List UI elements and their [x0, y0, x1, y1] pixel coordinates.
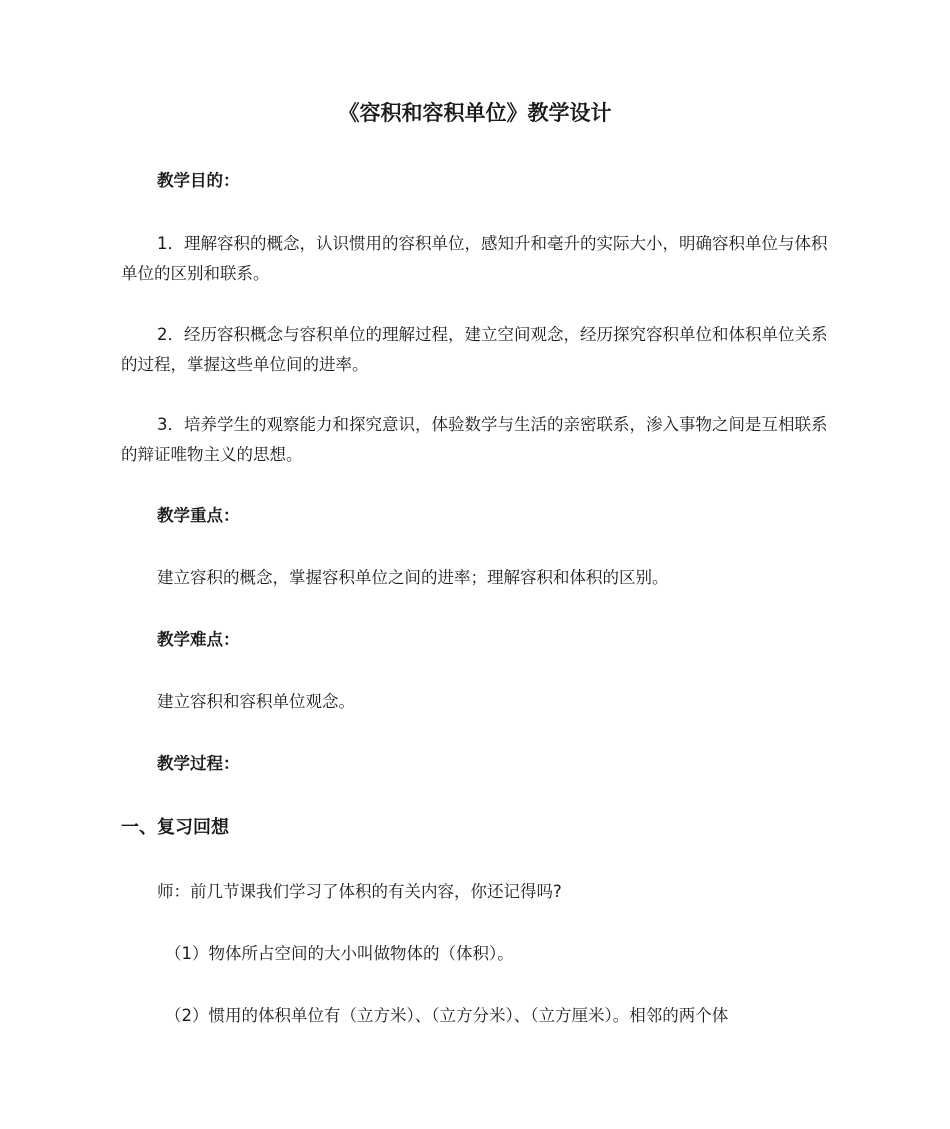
difficulties-text: 建立容积和容积单位观念。 [157, 692, 355, 711]
review-question-1: （1）物体所占空间的大小叫做物体的（体积）。 [165, 944, 514, 963]
review-question-2: （2）惯用的体积单位有（立方米）、（立方分米）、（立方厘米）。相邻的两个体 [165, 1006, 729, 1025]
key-points-heading: 教学重点： [157, 506, 240, 525]
difficulties-heading: 教学难点： [157, 630, 240, 649]
process-heading: 教学过程： [157, 754, 240, 773]
key-points-text: 建立容积的概念，掌握容积单位之间的进率；理解容积和体积的区别。 [157, 568, 669, 587]
teacher-prompt: 师：前几节课我们学习了体积的有关内容，你还记得吗? [157, 882, 562, 901]
section-1-heading: 一、复习回想 [121, 817, 229, 838]
document-title: 《容积和容积单位》教学设计 [338, 101, 612, 125]
objective-1: 1．理解容积的概念，认识惯用的容积单位，感知升和毫升的实际大小，明确容积单位与体积单位的区别和联系。 [121, 234, 828, 283]
objectives-heading: 教学目的： [157, 171, 240, 190]
objective-2: 2．经历容积概念与容积单位的理解过程，建立空间观念，经历探究容积单位和体积单位关系的过程，掌握这些单位间的进率。 [121, 325, 828, 374]
objective-3: 3．培养学生的观察能力和探究意识，体验数学与生活的亲密联系，渗入事物之间是互相联系的辩证唯物主义的思想。 [121, 415, 828, 464]
